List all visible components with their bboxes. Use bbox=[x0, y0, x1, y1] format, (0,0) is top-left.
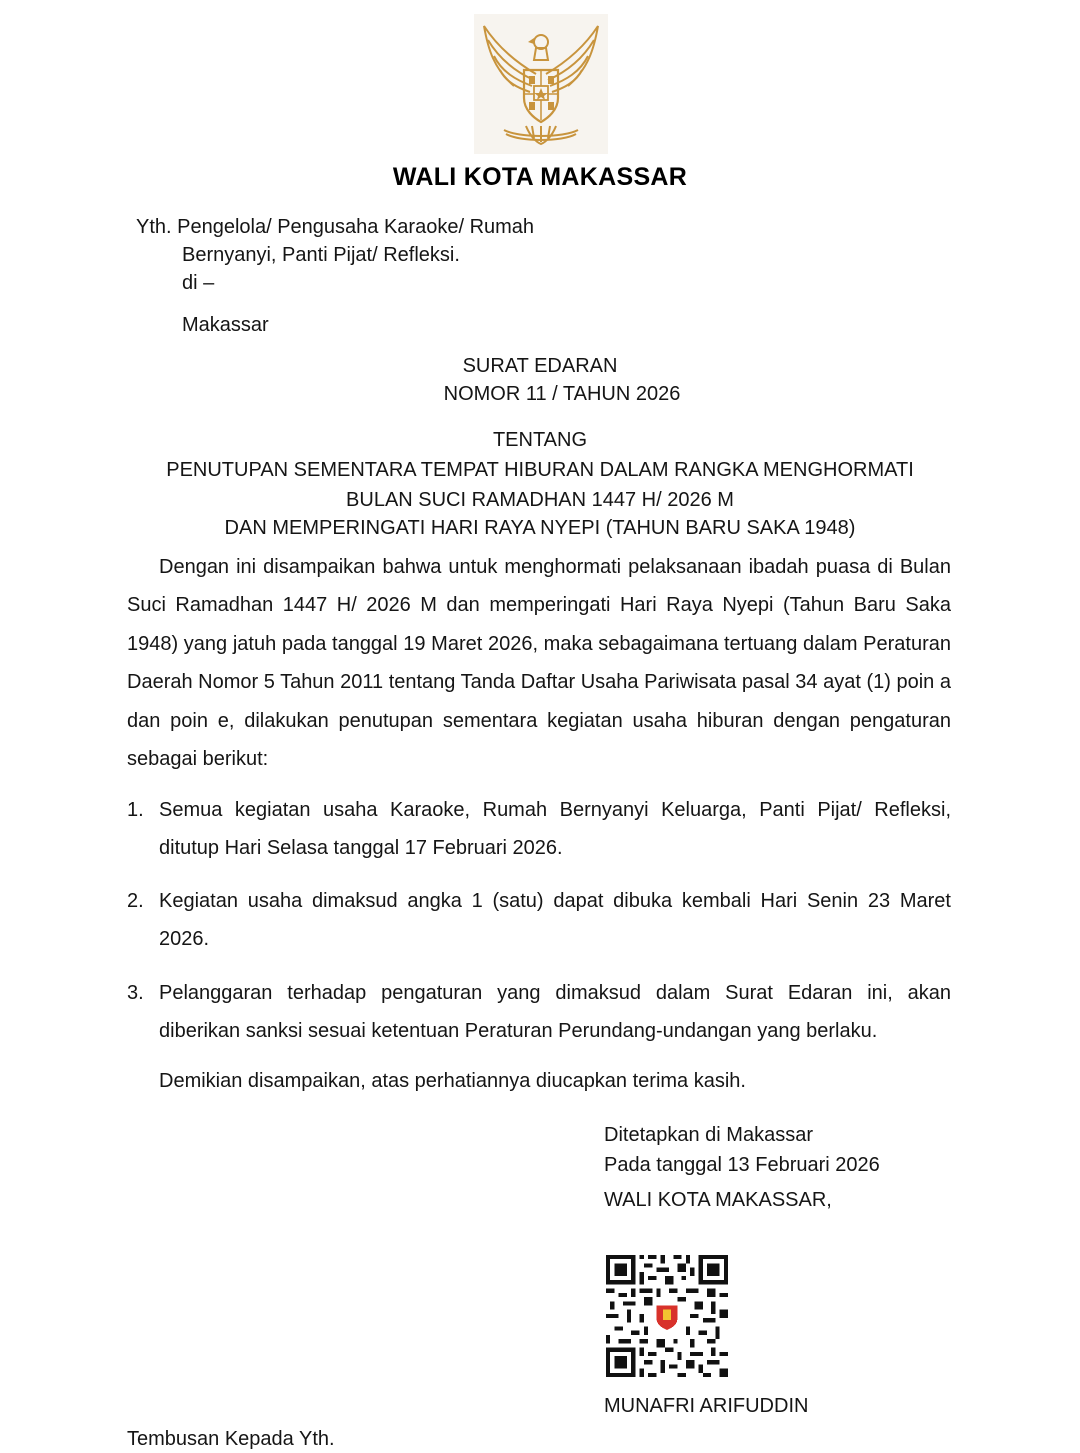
intro-paragraph: Dengan ini disampaikan bahwa untuk menghormati pelaksanaan ibadah puasa di Bulan Suci Ramadhan 1447 H/ 2026 M dan memperingati Hari Raya Nyepi (Tahun Baru Saka 1948) yang jatuh pada tanggal 19 Maret 2026, maka sebagaimana tertuang dalam Peraturan Daerah Nomor 5 Tahun 2011 tentang Tanda Daftar Usaha Pariwisata pasal 34 ayat (1) poin a dan poin e, dilakukan penutupan sementara kegiatan usaha hiburan dengan pengaturan sebagai berikut: bbox=[127, 556, 951, 771]
signature-office: WALI KOTA MAKASSAR, bbox=[604, 1189, 832, 1211]
subject-line-1: PENUTUPAN SEMENTARA TEMPAT HIBURAN DALAM RANGKA MENGHORMATI bbox=[166, 459, 914, 481]
list-item-text: Semua kegiatan usaha Karaoke, Rumah Bernyanyi Keluarga, Panti Pijat/ Refleksi, ditutup Hari Selasa tanggal 17 Februari 2026. bbox=[159, 799, 951, 859]
list-item-number: 3. bbox=[127, 982, 144, 1004]
subject-line-2: BULAN SUCI RAMADHAN 1447 H/ 2026 M bbox=[346, 489, 734, 511]
list-item-number: 2. bbox=[127, 890, 144, 912]
qr-code-icon bbox=[606, 1255, 728, 1377]
subject-line-3: DAN MEMPERINGATI HARI RAYA NYEPI (TAHUN BARU SAKA 1948) bbox=[224, 517, 856, 539]
carbon-copy-heading: Tembusan Kepada Yth. bbox=[127, 1428, 335, 1450]
signatory-name: MUNAFRI ARIFUDDIN bbox=[604, 1395, 809, 1417]
addressee-city: Makassar bbox=[182, 314, 269, 336]
list-item-text: Pelanggaran terhadap pengaturan yang dimaksud dalam Surat Edaran ini, akan diberikan sanksi sesuai ketentuan Peraturan Perundang-undangan yang berlaku. bbox=[159, 982, 951, 1042]
signature-date: Pada tanggal 13 Februari 2026 bbox=[604, 1154, 880, 1176]
about-heading: TENTANG bbox=[492, 429, 588, 451]
addressee-line-3: di – bbox=[182, 272, 215, 294]
list-item-text: Kegiatan usaha dimaksud angka 1 (satu) dapat dibuka kembali Hari Senin 23 Maret 2026. bbox=[159, 890, 951, 950]
garuda-emblem-icon bbox=[474, 14, 608, 154]
document-type: SURAT EDARAN bbox=[462, 355, 618, 377]
signature-place: Ditetapkan di Makassar bbox=[604, 1124, 813, 1146]
closing-sentence: Demikian disampaikan, atas perhatiannya diucapkan terima kasih. bbox=[159, 1070, 746, 1092]
list-item-number: 1. bbox=[127, 799, 144, 821]
addressee-line-2: Bernyanyi, Panti Pijat/ Refleksi. bbox=[182, 244, 460, 266]
letterhead-title: WALI KOTA MAKASSAR bbox=[392, 163, 688, 191]
document-number: NOMOR 11 / TAHUN 2026 bbox=[443, 383, 681, 405]
addressee-line-1: Yth. Pengelola/ Pengusaha Karaoke/ Rumah bbox=[136, 216, 535, 238]
